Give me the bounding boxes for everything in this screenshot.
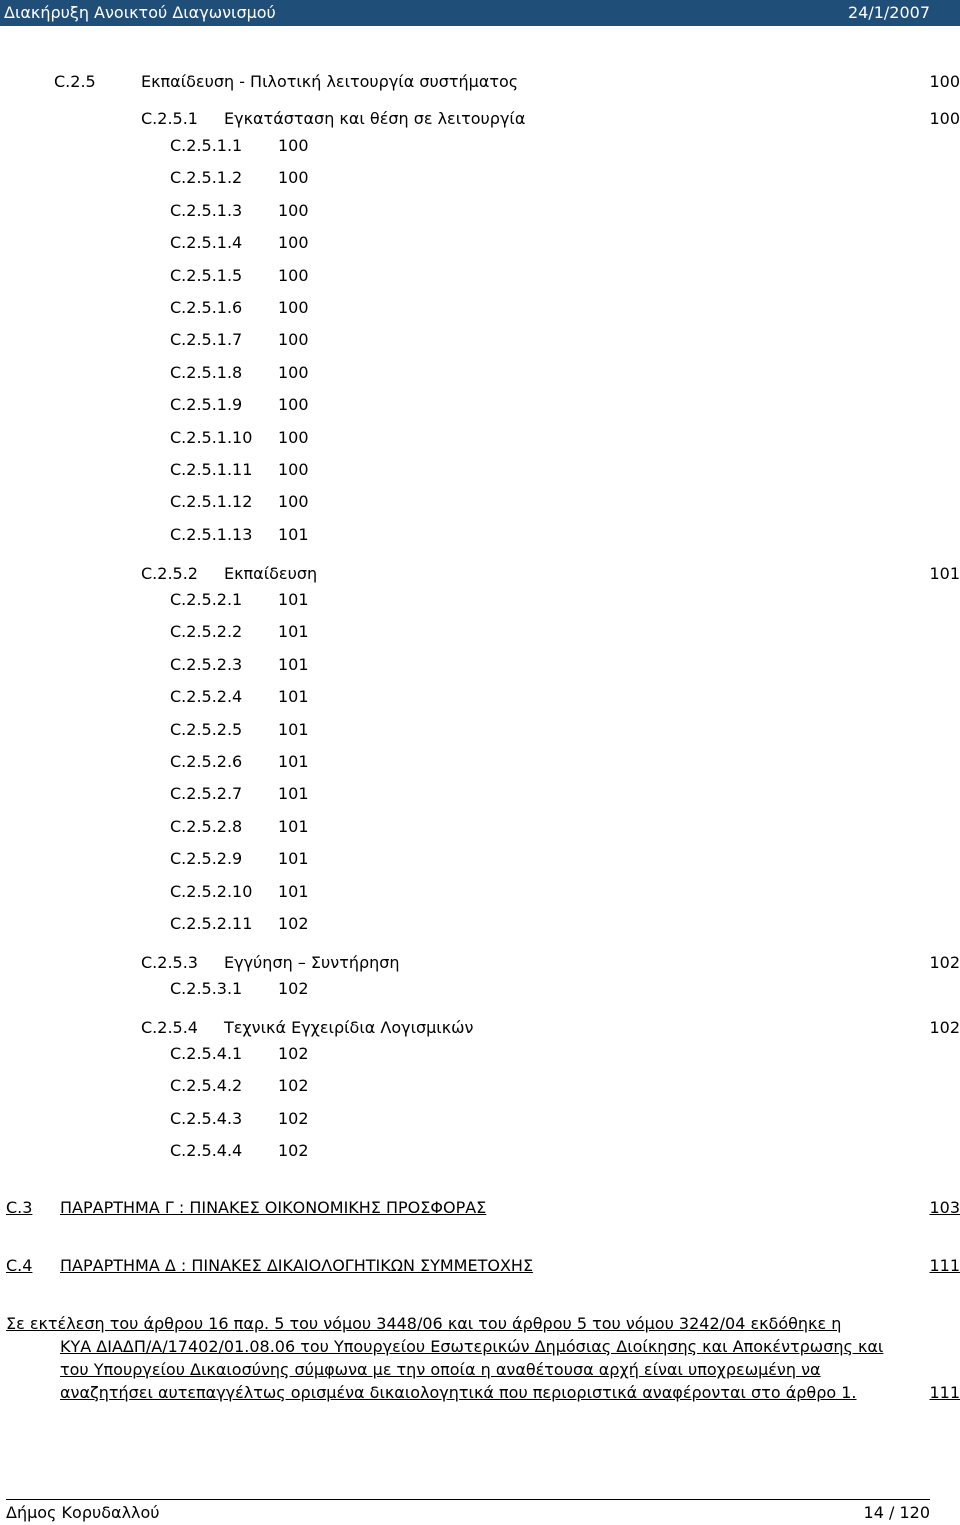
toc-subentry-code[interactable]: C.2.5.2.8 xyxy=(170,816,243,836)
toc-entry-page[interactable]: 102 xyxy=(929,953,960,972)
toc-entry-title[interactable]: Εγγύηση – Συντήρηση xyxy=(224,953,400,972)
toc-subentry-page[interactable]: 101 xyxy=(278,719,309,739)
toc-entry-code[interactable]: C.3 xyxy=(6,1198,33,1217)
toc-subentry-code[interactable]: C.2.5.2.9 xyxy=(170,849,243,869)
toc-subentry-page[interactable]: 100 xyxy=(278,136,309,155)
toc-subentry-page[interactable]: 102 xyxy=(278,1044,309,1063)
toc-subentry-page[interactable]: 102 xyxy=(278,914,309,933)
toc-subentry-code[interactable]: C.2.5.4.2 xyxy=(170,1076,243,1096)
toc-note-line[interactable]: του Υπουργείου Δικαιοσύνης σύμφωνα με την οποία η αναθέτουσα αρχή είναι υποχρεωμένη να xyxy=(60,1360,821,1379)
toc-subentry-page[interactable]: 101 xyxy=(278,881,309,901)
toc-note-line[interactable]: αναζητήσει αυτεπαγγέλτως ορισμένα δικαιολογητικά που περιοριστικά αναφέρονται στο άρθρο 1. xyxy=(60,1383,857,1402)
toc-subentry-code[interactable]: C.2.5.2.2 xyxy=(170,622,243,642)
toc-subentry-page[interactable]: 100 xyxy=(278,362,309,382)
toc-subentry-code[interactable]: C.2.5.2.5 xyxy=(170,719,243,739)
toc-note-line[interactable]: Σε εκτέλεση του άρθρου 16 παρ. 5 του νόμου 3448/06 και του άρθρου 5 του νόμου 3242/04 εκδόθηκε η xyxy=(6,1314,842,1333)
toc-entry-title[interactable]: Εγκατάσταση και θέση σε λειτουργία xyxy=(224,109,526,128)
toc-subentry-code[interactable]: C.2.5.1.4 xyxy=(170,233,243,253)
toc-subentry-code[interactable]: C.2.5.4.1 xyxy=(170,1044,243,1063)
toc-subentry-code[interactable]: C.2.5.1.10 xyxy=(170,427,253,447)
toc-entry-code[interactable]: C.2.5.4 xyxy=(141,1018,198,1037)
toc-subentry-page[interactable]: 101 xyxy=(278,752,309,771)
toc-entry-title[interactable]: Εκπαίδευση xyxy=(224,564,318,583)
toc-subentry-code[interactable]: C.2.5.1.9 xyxy=(170,395,243,415)
toc-subentry-code[interactable]: C.2.5.4.4 xyxy=(170,1141,243,1161)
toc-subentry-code[interactable]: C.2.5.4.3 xyxy=(170,1108,243,1128)
toc-subentry-page[interactable]: 101 xyxy=(278,524,309,544)
toc-subentry-page[interactable]: 101 xyxy=(278,816,309,836)
toc-subentry-page[interactable]: 100 xyxy=(278,168,309,188)
toc-entry-code[interactable]: C.2.5.3 xyxy=(141,953,198,972)
footer-page-number: 14 / 120 xyxy=(863,1503,930,1522)
toc-subentry-code[interactable]: C.2.5.1.7 xyxy=(170,330,243,350)
toc-entry-title[interactable]: ΠΑΡΑΡΤΗΜΑ Δ : ΠΙΝΑΚΕΣ ΔΙΚΑΙΟΛΟΓΗΤΙΚΩΝ ΣΥΜΜΕΤΟΧΗΣ xyxy=(60,1256,534,1275)
toc-entry-code[interactable]: C.2.5.2 xyxy=(141,564,198,583)
toc-subentry-code[interactable]: C.2.5.1.3 xyxy=(170,200,243,220)
toc-subentry-page[interactable]: 101 xyxy=(278,849,309,869)
toc-entry-title[interactable]: Εκπαίδευση - Πιλοτική λειτουργία συστήματος xyxy=(141,72,519,91)
toc-entry-page[interactable]: 100 xyxy=(929,109,960,128)
toc-subentry-page[interactable]: 100 xyxy=(278,427,309,447)
toc-subentry-code[interactable]: C.2.5.2.3 xyxy=(170,654,243,674)
toc-subentry-page[interactable]: 100 xyxy=(278,460,309,479)
toc-subentry-code[interactable]: C.2.5.2.7 xyxy=(170,784,243,804)
toc-entry-page[interactable]: 103 xyxy=(929,1198,960,1217)
footer-divider xyxy=(6,1499,930,1500)
toc-subentry-page[interactable]: 102 xyxy=(278,1076,309,1096)
toc-note-line[interactable]: ΚΥΑ ΔΙΑΔΠ/Α/17402/01.08.06 του Υπουργείου Εσωτερικών Δημόσιας Διοίκησης και Αποκέντρωσης και xyxy=(60,1337,884,1356)
toc-subentry-code[interactable]: C.2.5.1.5 xyxy=(170,265,243,285)
toc-subentry-code[interactable]: C.2.5.1.13 xyxy=(170,524,253,544)
toc-subentry-code[interactable]: C.2.5.2.4 xyxy=(170,687,243,707)
toc-entry-page[interactable]: 111 xyxy=(929,1383,960,1402)
document-date: 24/1/2007 xyxy=(847,3,930,22)
toc-subentry-page[interactable]: 101 xyxy=(278,654,309,674)
toc-subentry-page[interactable]: 102 xyxy=(278,1141,309,1161)
toc-entry-title[interactable]: Τεχνικά Εγχειρίδια Λογισμικών xyxy=(224,1018,474,1037)
toc-subentry-page[interactable]: 101 xyxy=(278,590,309,609)
toc-subentry-page[interactable]: 101 xyxy=(278,784,309,804)
toc-subentry-page[interactable]: 100 xyxy=(278,330,309,350)
toc-entry-page[interactable]: 100 xyxy=(929,72,960,91)
toc-entry-title[interactable]: ΠΑΡΑΡΤΗΜΑ Γ : ΠΙΝΑΚΕΣ ΟΙΚΟΝΟΜΙΚΗΣ ΠΡΟΣΦΟΡΑΣ xyxy=(60,1198,487,1217)
toc-subentry-code[interactable]: C.2.5.2.10 xyxy=(170,881,253,901)
toc-subentry-page[interactable]: 102 xyxy=(278,979,309,998)
toc-entry-page[interactable]: 101 xyxy=(929,564,960,583)
toc-subentry-code[interactable]: C.2.5.2.11 xyxy=(170,914,253,933)
toc-subentry-code[interactable]: C.2.5.2.6 xyxy=(170,752,243,771)
toc-subentry-page[interactable]: 101 xyxy=(278,687,309,707)
toc-entry-code[interactable]: C.4 xyxy=(6,1256,33,1275)
toc-subentry-page[interactable]: 100 xyxy=(278,492,309,512)
toc-subentry-code[interactable]: C.2.5.1.11 xyxy=(170,460,253,479)
toc-entry-page[interactable]: 111 xyxy=(929,1256,960,1275)
document-title: Διακήρυξη Ανοικτού Διαγωνισμού xyxy=(4,3,276,22)
toc-subentry-code[interactable]: C.2.5.1.12 xyxy=(170,492,253,512)
document-header xyxy=(0,0,960,26)
toc-subentry-page[interactable]: 100 xyxy=(278,200,309,220)
toc-subentry-code[interactable]: C.2.5.2.1 xyxy=(170,590,243,609)
toc-entry-page[interactable]: 102 xyxy=(929,1018,960,1037)
toc-subentry-code[interactable]: C.2.5.1.6 xyxy=(170,298,243,317)
footer-municipality: Δήμος Κορυδαλλού xyxy=(6,1503,160,1522)
toc-subentry-code[interactable]: C.2.5.1.2 xyxy=(170,168,243,188)
toc-subentry-page[interactable]: 100 xyxy=(278,233,309,253)
toc-subentry-page[interactable]: 101 xyxy=(278,622,309,642)
toc-subentry-page[interactable]: 102 xyxy=(278,1108,309,1128)
toc-subentry-code[interactable]: C.2.5.1.8 xyxy=(170,362,243,382)
toc-subentry-page[interactable]: 100 xyxy=(278,298,309,317)
toc-subentry-page[interactable]: 100 xyxy=(278,395,309,415)
toc-entry-code[interactable]: C.2.5.1 xyxy=(141,109,198,128)
toc-subentry-page[interactable]: 100 xyxy=(278,265,309,285)
toc-subentry-code[interactable]: C.2.5.3.1 xyxy=(170,979,243,998)
toc-entry-code[interactable]: C.2.5 xyxy=(54,72,96,91)
toc-subentry-code[interactable]: C.2.5.1.1 xyxy=(170,136,243,155)
